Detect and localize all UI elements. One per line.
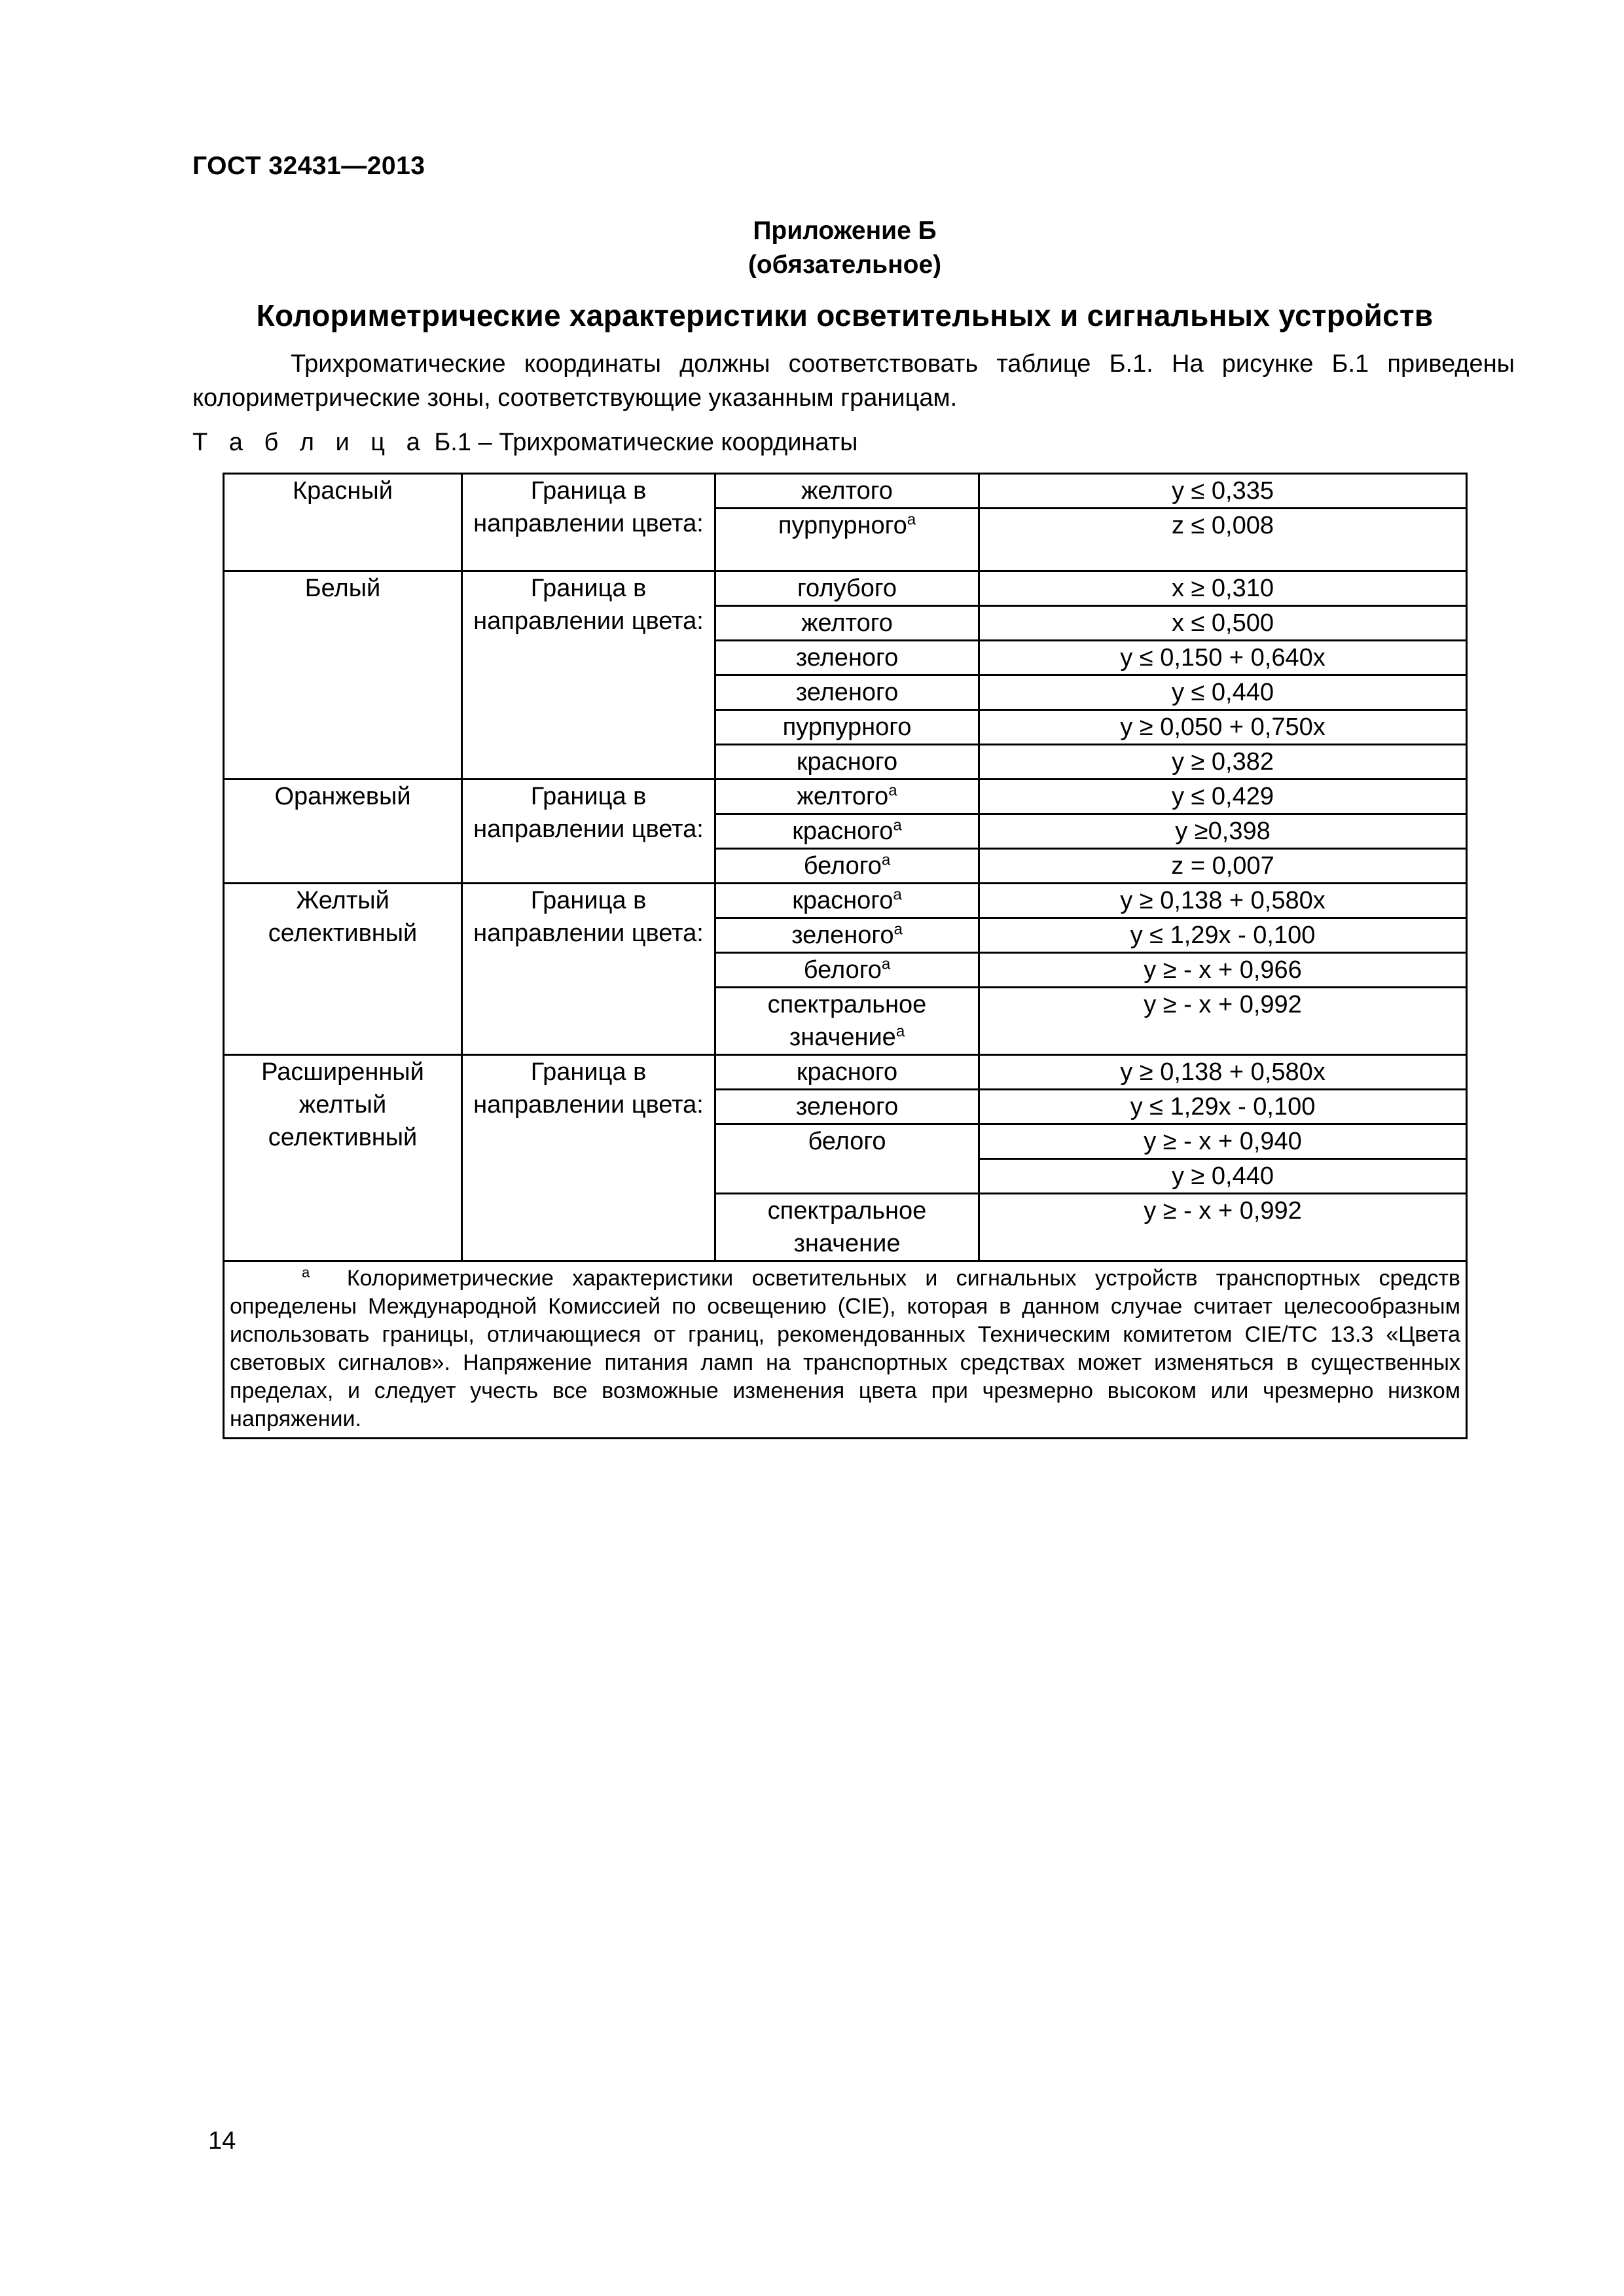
direction-cell: зеленого [715, 1090, 979, 1124]
appendix-title: Приложение Б [753, 217, 937, 245]
color-cell: Белый [224, 571, 462, 780]
direction-cell: красного$^а$ [715, 884, 979, 918]
boundary-cell: Граница в направлении цвета: [462, 474, 715, 571]
direction-cell: желтого [715, 474, 979, 509]
direction-cell: пурпурного$^а$ [715, 509, 979, 571]
condition-cell: y ≥ 0,382 [979, 745, 1467, 780]
table-row [224, 474, 1467, 509]
condition-cell: z = 0,007 [979, 849, 1467, 884]
footnote-text: Колориметрические характеристики осветительных и сигнальных устройств транспортных средств определены Международной Комиссией по освещению (CIE), которая в данном случае считает целесообразным использовать границы, отличающиеся от границ, рекомендованных Техническим комитетом CIE/TC 13.3 «Цвета световых сигналов». Напряжение питания ламп на транспортных средствах может изменяться в существенных пределах, и следует учесть все возможные изменения цвета при чрезмерно высоком или чрезмерно низком напряжении. [230, 1266, 1460, 1431]
table-row [224, 884, 1467, 918]
table-row [224, 571, 1467, 606]
condition-cell: y ≥ 0,138 + 0,580x [979, 884, 1467, 918]
condition-cell: y ≥ - x + 0,992 [979, 988, 1467, 1055]
footnote-row [224, 1261, 1467, 1439]
condition-cell: y ≤ 0,150 + 0,640x [979, 641, 1467, 675]
boundary-cell: Граница в направлении цвета: [462, 884, 715, 1055]
direction-cell: зеленого [715, 675, 979, 710]
color-cell: Красный [224, 474, 462, 571]
condition-cell: x ≤ 0,500 [979, 606, 1467, 641]
condition-cell: y ≤ 0,335 [979, 474, 1467, 509]
direction-cell: белого$^а$ [715, 849, 979, 884]
condition-cell: y ≤ 1,29x - 0,100 [979, 1090, 1467, 1124]
color-cell: Желтый селективный [224, 884, 462, 1055]
direction-cell: пурпурного [715, 710, 979, 745]
direction-cell: желтого$^а$ [715, 780, 979, 814]
condition-cell: y ≤ 1,29x - 0,100 [979, 918, 1467, 953]
trichromatic-coordinates-table [223, 473, 1468, 1439]
direction-cell: голубого [715, 571, 979, 606]
section-heading: Колориметрические характеристики осветительных и сигнальных устройств [256, 298, 1434, 332]
direction-cell: спектральное значение [715, 1194, 979, 1261]
condition-cell: x ≥ 0,310 [979, 571, 1467, 606]
table-footnote [224, 1261, 1467, 1439]
condition-cell: y ≥ - x + 0,992 [979, 1194, 1467, 1261]
direction-cell: зеленого [715, 641, 979, 675]
condition-cell: y ≥ 0,138 + 0,580x [979, 1055, 1467, 1090]
direction-cell: красного$^а$ [715, 814, 979, 849]
table-row [224, 780, 1467, 814]
color-cell: Расширенный желтый селективный [224, 1055, 462, 1261]
direction-cell: спектральное значение$^а$ [715, 988, 979, 1055]
intro-paragraph: Трихроматические координаты должны соответствовать таблице Б.1. На рисунке Б.1 приведены колориметрические зоны, соответствующие указанным границам. [192, 350, 1515, 412]
table-caption-text: Б.1 – Трихроматические координаты [427, 429, 858, 456]
boundary-cell: Граница в направлении цвета: [462, 571, 715, 780]
condition-cell: y ≤ 0,440 [979, 675, 1467, 710]
direction-cell: красного [715, 1055, 979, 1090]
footnote-marker: а [302, 1264, 310, 1281]
condition-cell: y ≥ 0,050 + 0,750x [979, 710, 1467, 745]
boundary-cell: Граница в направлении цвета: [462, 1055, 715, 1261]
table-row [224, 1055, 1467, 1090]
direction-cell: зеленого$^а$ [715, 918, 979, 953]
boundary-cell: Граница в направлении цвета: [462, 780, 715, 884]
direction-cell: желтого [715, 606, 979, 641]
condition-cell: y ≥ - x + 0,940 [979, 1124, 1467, 1159]
condition-cell: y ≥ 0,440 [979, 1159, 1467, 1194]
condition-cell: z ≤ 0,008 [979, 509, 1467, 571]
direction-cell: белого [715, 1124, 979, 1194]
document-code: ГОСТ 32431—2013 [192, 152, 425, 180]
condition-cell: y ≥0,398 [979, 814, 1467, 849]
direction-cell: белого$^а$ [715, 953, 979, 988]
direction-cell: красного [715, 745, 979, 780]
table-caption-label: Т а б л и ц а [192, 429, 427, 456]
condition-cell: y ≥ - x + 0,966 [979, 953, 1467, 988]
page-number: 14 [208, 2127, 236, 2155]
appendix-status: (обязательное) [748, 251, 942, 279]
color-cell: Оранжевый [224, 780, 462, 884]
table-caption [192, 429, 857, 457]
coordinates-table-container [223, 473, 1466, 1439]
condition-cell: y ≤ 0,429 [979, 780, 1467, 814]
